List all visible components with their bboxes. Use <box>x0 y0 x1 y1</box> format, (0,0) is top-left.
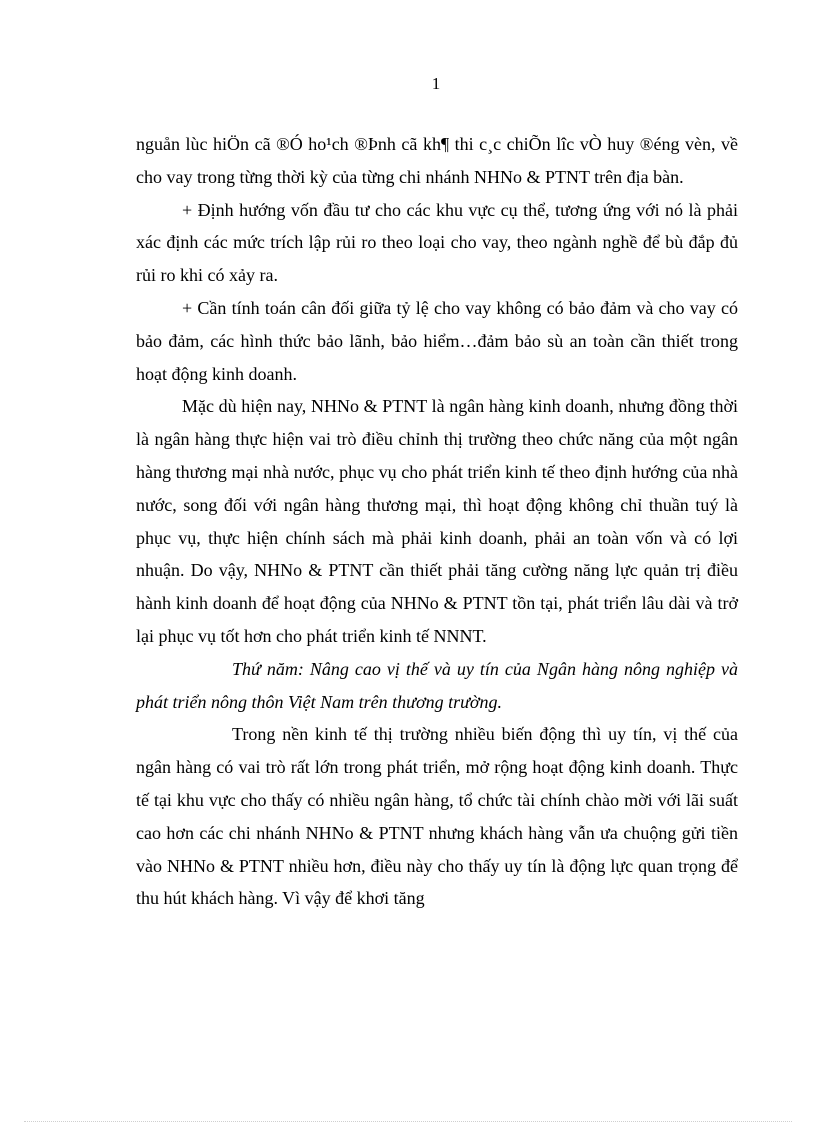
body-paragraph-continuation: nguån lùc hiÖn cã ®Ó ho¹ch ®Þnh cã kh¶ thi c¸c chiÕn lîc vÒ huy ®éng vèn, về cho vay trong từng thời kỳ của từng chi nhánh NHNo & PTNT trên địa bàn. <box>136 134 738 187</box>
body-paragraph-business: Mặc dù hiện nay, NHNo & PTNT là ngân hàng kinh doanh, nhưng đồng thời là ngân hàng thực hiện vai trò điều chỉnh thị trường theo chức năng của một ngân hàng thương mại nhà nước, phục vụ cho phát triển kinh tế theo định hướng của nhà nước, song đối với ngân hàng thương mại, thì hoạt động không chỉ thuần tuý là phục vụ, thực hiện chính sách mà phải kinh doanh, phải an toàn vốn và có lợi nhuận. Do vậy, NHNo & PTNT cần thiết phải tăng cường năng lực quản trị điều hành kinh doanh để hoạt động của NHNo & PTNT tồn tại, phát triển lâu dài và trở lại phục vụ tốt hơn cho phát triển kinh tế NNNT. <box>136 396 738 646</box>
body-paragraph-bullet-balance: + Cần tính toán cân đối giữa tỷ lệ cho vay không có bảo đảm và cho vay có bảo đảm, các hình thức bảo lãnh, bảo hiểm…đảm bảo sù an toàn cần thiết trong hoạt động kinh doanh. <box>136 297 738 384</box>
page-bottom-divider <box>24 1121 792 1122</box>
body-paragraph-bullet-investment: + Định hướng vốn đầu tư cho các khu vực cụ thể, tương ứng với nó là phải xác định các mức trích lập rủi ro theo loại cho vay, theo ngành nghề để bù đắp đủ rủi ro khi có xảy ra. <box>136 199 738 286</box>
body-paragraph-reputation: Trong nền kinh tế thị trường nhiều biến động thì uy tín, vị thế của ngân hàng có vai trò rất lớn trong phát triển, mở rộng hoạt động kinh doanh. Thực tế tại khu vực cho thấy có nhiều ngân hàng, tổ chức tài chính chào mời với lãi suất cao hơn các chi nhánh NHNo & PTNT nhưng khách hàng vẫn ưa chuộng gửi tiền vào NHNo & PTNT nhiều hơn, điều này cho thấy uy tín là động lực quan trọng để thu hút khách hàng. Vì vậy để khơi tăng <box>136 724 738 909</box>
document-body <box>136 128 738 915</box>
section-heading-fifth: Thứ năm: Nâng cao vị thế và uy tín của Ngân hàng nông nghiệp và phát triển nông thôn Việt Nam trên thương trường. <box>136 658 738 712</box>
page-number: 1 <box>431 74 441 93</box>
